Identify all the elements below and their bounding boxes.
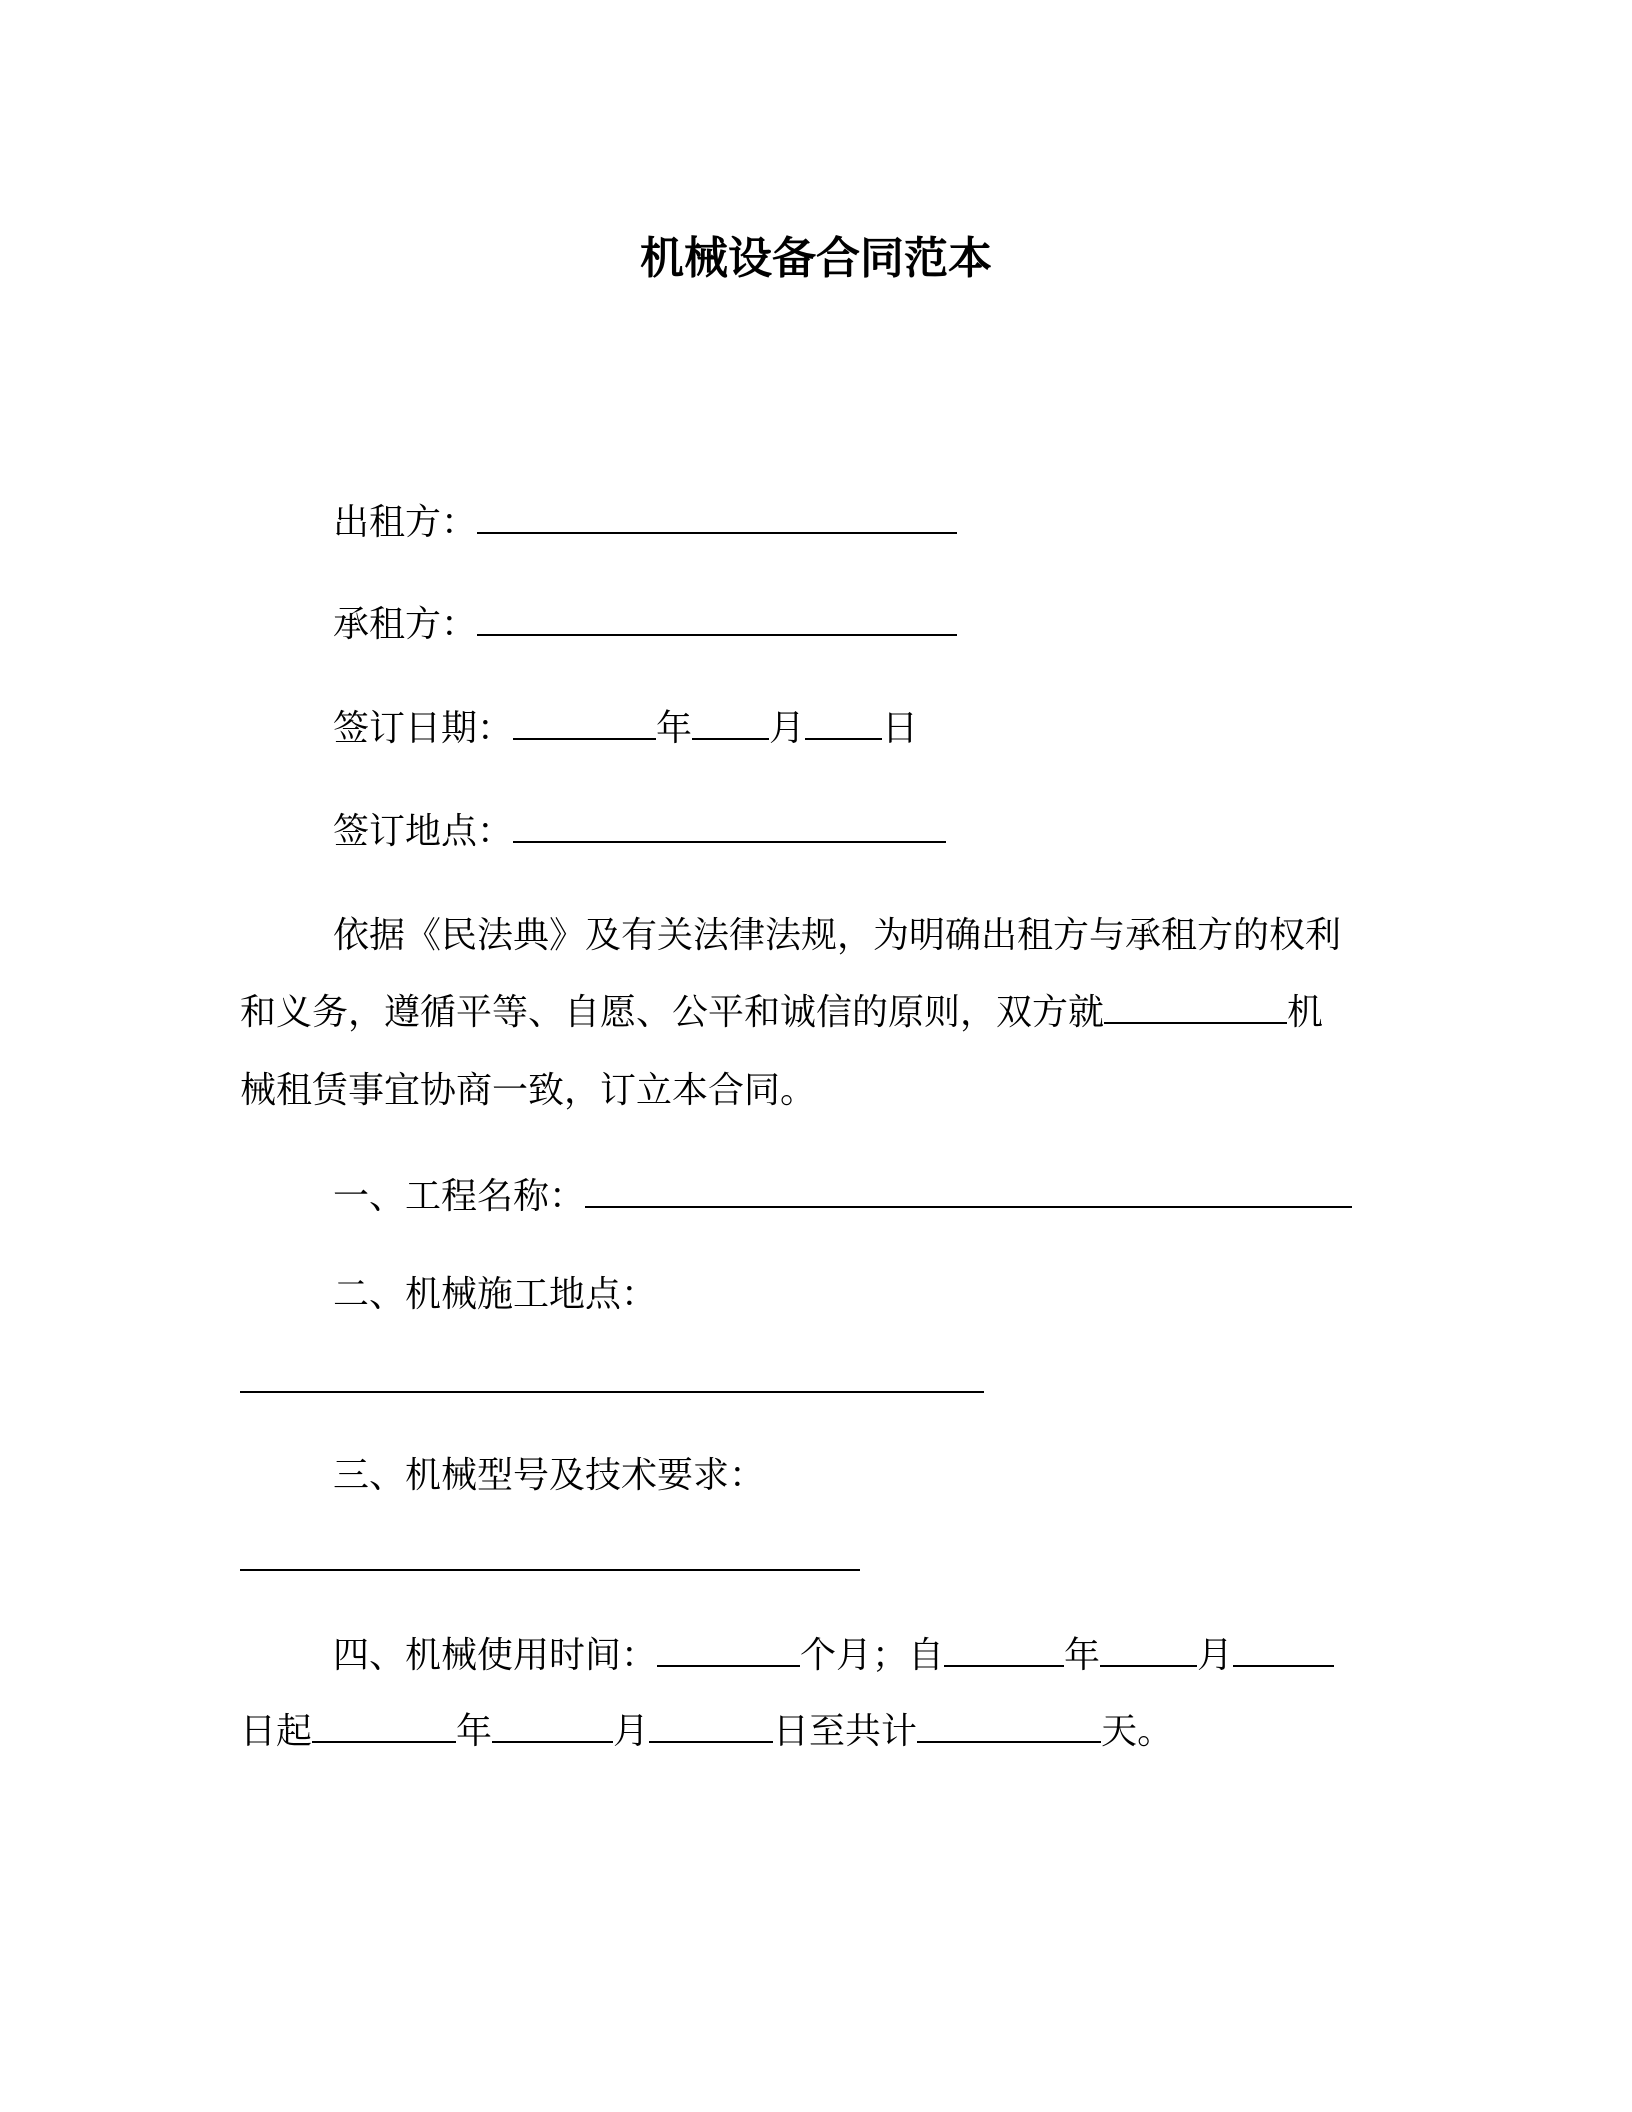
section-1 — [333, 1175, 1352, 1219]
lessee-field — [333, 603, 957, 647]
from-day-blank[interactable] — [1233, 1635, 1334, 1667]
lessee-blank[interactable] — [477, 604, 957, 636]
sign-month-blank[interactable] — [692, 708, 769, 740]
section-2-label: 二、机械施工地点： — [333, 1274, 658, 1315]
from-month-blank[interactable] — [1100, 1635, 1197, 1667]
lessor-label: 出租方： — [333, 502, 478, 543]
month-label: 月 — [1197, 1635, 1234, 1676]
total-days-blank[interactable] — [917, 1711, 1101, 1743]
year-label: 年 — [456, 1711, 493, 1752]
lessee-label: 承租方： — [333, 604, 478, 645]
model-blank[interactable] — [240, 1539, 860, 1571]
from-year-blank[interactable] — [944, 1635, 1064, 1667]
days-label: 天。 — [1101, 1711, 1174, 1752]
months-blank[interactable] — [657, 1635, 800, 1667]
section-4-label: 四、机械使用时间： — [333, 1635, 658, 1676]
document-title: 机械设备合同范本 — [640, 233, 992, 284]
machine-blank[interactable] — [1104, 992, 1287, 1024]
sign-year-blank[interactable] — [513, 708, 656, 740]
preamble-line-3: 械租赁事宜协商一致，订立本合同。 — [240, 1070, 817, 1111]
preamble-text: 和义务，遵循平等、自愿、公平和诚信的原则，双方就 — [240, 992, 1105, 1033]
to-month-blank[interactable] — [492, 1711, 613, 1743]
preamble-line-1: 依据《民法典》及有关法律法规，为明确出租方与承租方的权利 — [333, 915, 1342, 956]
section-4-line-1 — [333, 1634, 1334, 1678]
lessor-blank[interactable] — [477, 502, 957, 534]
lessor-field — [333, 501, 957, 545]
site-blank[interactable] — [240, 1361, 984, 1393]
year-label: 年 — [656, 708, 693, 749]
sign-place-label: 签订地点： — [333, 811, 514, 852]
to-year-blank[interactable] — [312, 1711, 456, 1743]
project-name-blank[interactable] — [585, 1176, 1352, 1208]
preamble-text: 机 — [1287, 992, 1324, 1033]
section-4-line-2 — [240, 1710, 1173, 1754]
preamble-line-2 — [240, 991, 1323, 1035]
section-3-blank-line — [240, 1538, 860, 1582]
year-label: 年 — [1064, 1635, 1101, 1676]
sign-date-label: 签订日期： — [333, 708, 514, 749]
total-label: 日至共计 — [773, 1711, 918, 1752]
to-day-blank[interactable] — [649, 1711, 773, 1743]
section-3-label: 三、机械型号及技术要求： — [333, 1455, 766, 1496]
month-label: 月 — [613, 1711, 650, 1752]
day-label: 日 — [882, 708, 919, 749]
sign-place-field — [333, 810, 946, 854]
sign-day-blank[interactable] — [805, 708, 882, 740]
month-label: 月 — [769, 708, 806, 749]
months-label: 个月；自 — [800, 1635, 945, 1676]
section-2-blank-line — [240, 1360, 984, 1404]
sign-date-field — [333, 707, 918, 751]
section-1-label: 一、工程名称： — [333, 1176, 586, 1217]
sign-place-blank[interactable] — [513, 811, 946, 843]
day-from-label: 日起 — [240, 1711, 313, 1752]
